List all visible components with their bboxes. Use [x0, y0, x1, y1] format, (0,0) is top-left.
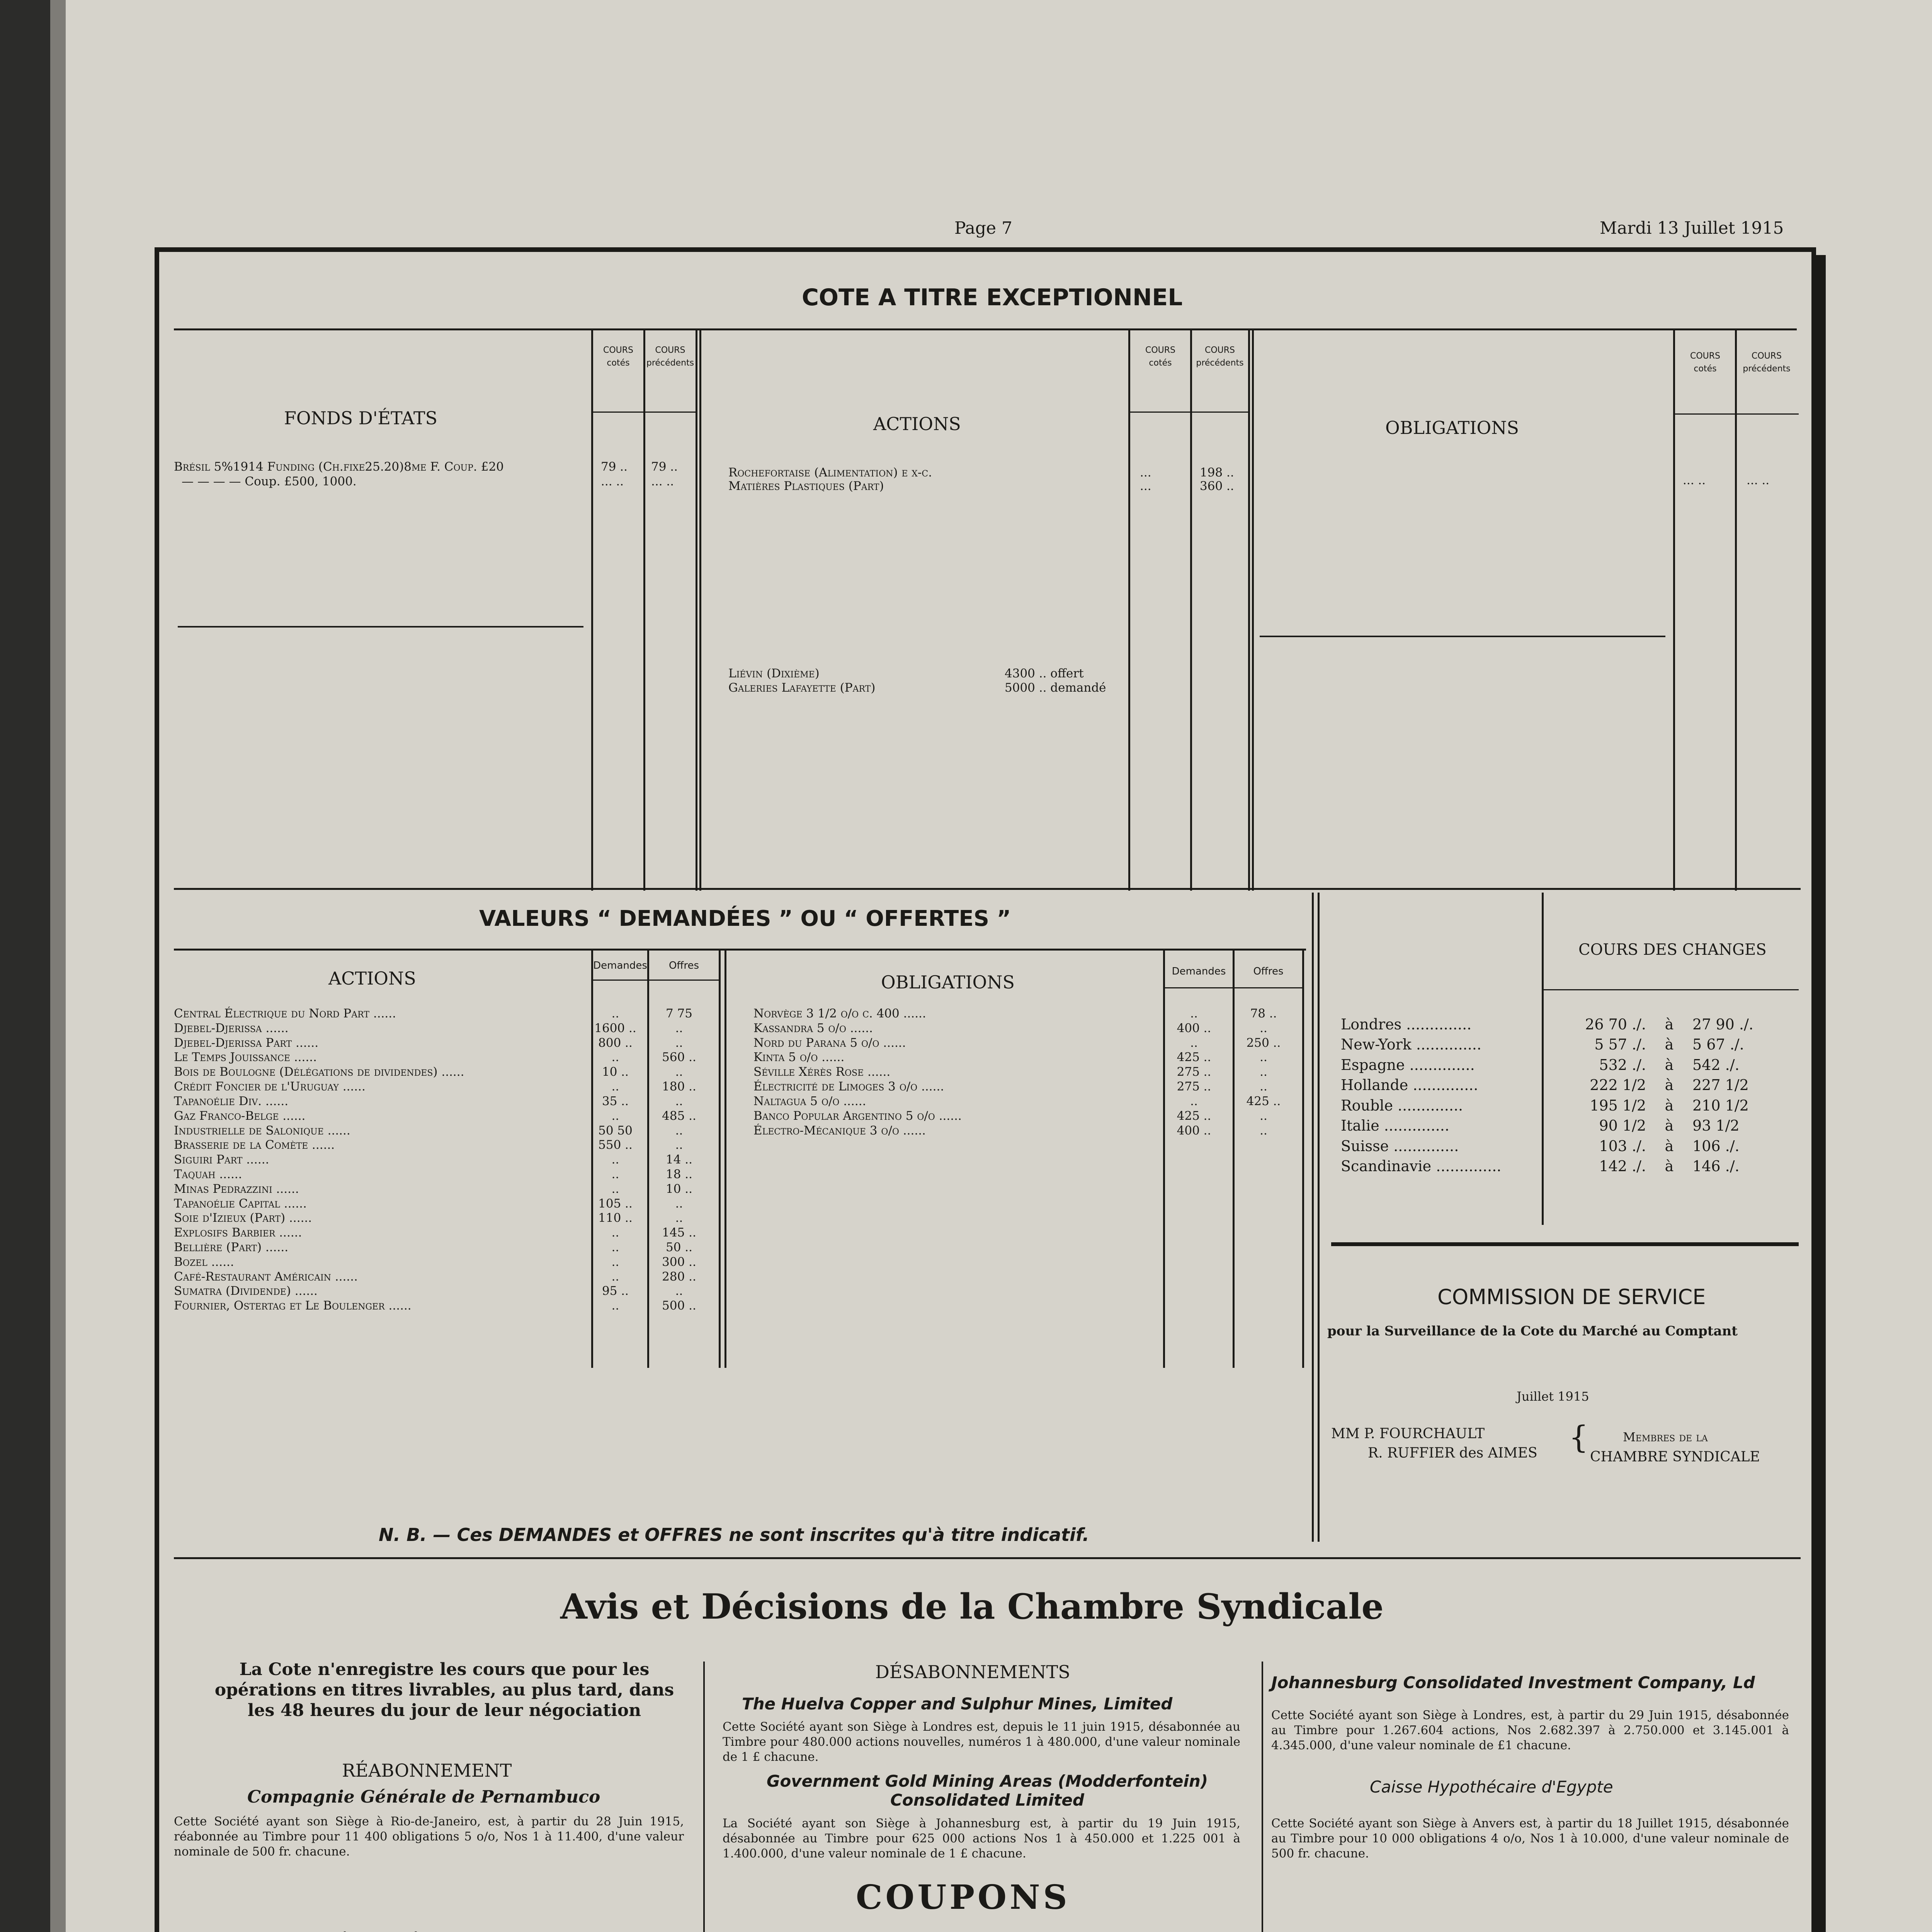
table-row	[753, 1036, 1298, 1051]
rule	[174, 1557, 1801, 1559]
table-row	[174, 1255, 715, 1270]
row-demandes: ..	[611, 1240, 619, 1254]
desab4-text: Cette Société ayant son Siège à Anvers est, à partir du 18 Juillet 1915, désabonnée au Timbre pour 10 000 obligations 4 o/o, Nos 1 à 10.000, d'une valeur nominale de 500 fr. chacune.	[1271, 1816, 1789, 1861]
row-offres: 250 ..	[1246, 1036, 1281, 1050]
changes-table	[1341, 1014, 1793, 1177]
column-rule	[643, 330, 645, 891]
row-demandes: 275 ..	[1177, 1065, 1211, 1079]
fonds-row: Brésil 5%1914 Funding (Ch.fixe25.20)8me F. Coup. £20	[174, 460, 504, 474]
change-low: 195 1/2	[1590, 1097, 1646, 1114]
column-rule	[1248, 330, 1250, 891]
change-a: à	[1665, 1056, 1674, 1073]
row-name: Kassandra 5 o/o ......	[753, 1021, 873, 1035]
change-a: à	[1665, 1077, 1674, 1094]
table-row	[174, 1065, 715, 1080]
row-demandes: ..	[611, 1007, 619, 1020]
rule	[1675, 413, 1799, 415]
row-offres: 78 ..	[1250, 1007, 1277, 1020]
change-high: 146 ./.	[1692, 1158, 1740, 1175]
scan-binding-shadow	[50, 0, 66, 1932]
row-offres: 300 ..	[662, 1255, 696, 1269]
commission-role1: Membres de la	[1623, 1430, 1708, 1444]
row-offres: ..	[675, 1196, 683, 1211]
row-name: Brasserie de la Comète ......	[174, 1138, 335, 1152]
col-cours-prec: COURS précédents	[1196, 345, 1244, 368]
fonds-prec: ... ..	[651, 474, 674, 488]
row-offres: ..	[1260, 1080, 1267, 1094]
change-row	[1341, 1156, 1793, 1176]
col-demandes: Demandes	[1172, 966, 1226, 977]
change-low: 532 ./.	[1599, 1056, 1646, 1073]
row-offres: ..	[1260, 1065, 1267, 1079]
rule	[1544, 989, 1799, 990]
obligations-cotes: ... ..	[1683, 473, 1706, 487]
change-a: à	[1665, 1158, 1674, 1175]
change-row	[1341, 1055, 1793, 1075]
fonds-cotes: 79 ..	[601, 460, 628, 474]
row-name: Taquah ......	[174, 1167, 242, 1181]
table-row	[753, 1094, 1298, 1109]
page-date: Mardi 13 Juillet 1915	[1600, 218, 1784, 238]
col-cours: COURS cotés	[1145, 345, 1176, 368]
row-demandes: 400 ..	[1177, 1021, 1211, 1035]
table-row	[174, 1080, 715, 1094]
row-name: Le Temps Jouissance ......	[174, 1050, 317, 1065]
row-demandes: 95 ..	[602, 1284, 629, 1298]
table-row	[174, 1124, 715, 1138]
row-demandes: 1600 ..	[594, 1021, 636, 1035]
change-place: Hollande ..............	[1341, 1077, 1478, 1094]
offer-row: Galeries Lafayette (Part)	[728, 681, 876, 695]
table-row	[753, 1065, 1298, 1080]
row-demandes: ..	[611, 1167, 619, 1181]
table-row	[174, 1138, 715, 1153]
row-demandes: ..	[611, 1153, 619, 1167]
scan-binding-edge	[0, 0, 50, 1932]
coupons-title: COUPONS	[856, 1878, 1070, 1917]
row-demandes: 10 ..	[602, 1065, 629, 1079]
row-offres: ..	[1260, 1123, 1267, 1138]
table-row	[174, 1036, 715, 1051]
row-name: Minas Pedrazzini ......	[174, 1182, 299, 1196]
row-offres: 425 ..	[1246, 1094, 1281, 1108]
desab1-text: Cette Société ayant son Siège à Londres est, depuis le 11 juin 1915, désabonnée au Timbre pour 480.000 actions nouvelles, numéros 1 à 480.000, d'une valeur nominale de 1 £ chacune.	[723, 1720, 1240, 1764]
change-a: à	[1665, 1137, 1674, 1155]
change-row	[1341, 1116, 1793, 1136]
column-rule	[1190, 330, 1192, 891]
column-rule	[699, 330, 701, 891]
change-high: 93 1/2	[1692, 1117, 1740, 1134]
change-place: Rouble ..............	[1341, 1097, 1463, 1114]
table-row	[174, 1284, 715, 1299]
rule	[1260, 636, 1665, 637]
table-row	[174, 1153, 715, 1167]
row-demandes: 275 ..	[1177, 1080, 1211, 1094]
row-name: Électro-Mécanique 3 o/o ......	[753, 1123, 926, 1138]
row-name: Naltagua 5 o/o ......	[753, 1094, 866, 1108]
row-name: Banco Popular Argentino 5 o/o ......	[753, 1109, 962, 1123]
table-row	[753, 1050, 1298, 1065]
row-offres: ..	[675, 1036, 683, 1050]
row-offres: 500 ..	[662, 1299, 696, 1313]
commission-member2: R. RUFFIER des AIMES	[1368, 1445, 1537, 1461]
change-high: 227 1/2	[1692, 1077, 1749, 1094]
change-low: 5 57 ./.	[1594, 1036, 1646, 1053]
column-rule	[1128, 330, 1130, 891]
change-row	[1341, 1014, 1793, 1034]
actions-prec: 360 ..	[1200, 479, 1234, 493]
table-row	[174, 1270, 715, 1284]
row-name: Siguiri Part ......	[174, 1153, 269, 1167]
row-demandes: ..	[611, 1226, 619, 1240]
row-demandes: ..	[1190, 1007, 1198, 1020]
row-demandes: 110 ..	[598, 1211, 633, 1225]
offer-row: Liévin (Dixième)	[728, 667, 820, 680]
row-demandes: ..	[611, 1050, 619, 1065]
row-name: Bozel ......	[174, 1255, 234, 1269]
rule	[593, 412, 696, 413]
row-demandes: ..	[611, 1299, 619, 1313]
change-place: New-York ..............	[1341, 1036, 1481, 1053]
desab4-company: Caisse Hypothécaire d'Egypte	[1370, 1777, 1613, 1796]
reab-company: Compagnie Générale de Pernambuco	[247, 1787, 600, 1807]
valeurs-actions-heading: ACTIONS	[328, 968, 416, 989]
actions-heading: ACTIONS	[873, 413, 961, 434]
row-offres: ..	[675, 1094, 683, 1108]
change-a: à	[1665, 1097, 1674, 1114]
col-offres: Offres	[668, 960, 699, 971]
table-row	[753, 1109, 1298, 1124]
column-rule	[703, 1662, 705, 1932]
row-offres: 18 ..	[665, 1167, 692, 1181]
row-offres: ..	[675, 1021, 683, 1035]
column-rule	[719, 951, 721, 1368]
row-offres: 7 75	[665, 1007, 693, 1020]
row-demandes: 105 ..	[598, 1196, 633, 1211]
table-row	[174, 1240, 715, 1255]
row-name: Café-Restaurant Américain ......	[174, 1269, 358, 1284]
desab-heading: DÉSABONNEMENTS	[875, 1662, 1070, 1682]
desab2-text: La Société ayant son Siège à Johannesburg est, à partir du 19 Juin 1915, désabonnée au Timbre pour 625 000 actions Nos 1 à 450.000 et 1.225 001 à 1.400.000, d'une valeur nominale de 1 £ chacune.	[723, 1816, 1240, 1861]
row-demandes: 50 50	[598, 1123, 633, 1138]
row-demandes: ..	[1190, 1036, 1198, 1050]
table-row	[174, 1109, 715, 1124]
row-offres: ..	[675, 1284, 683, 1298]
valeurs-obligations-heading: OBLIGATIONS	[881, 972, 1015, 993]
row-offres: ..	[675, 1138, 683, 1152]
table-row	[174, 1007, 715, 1021]
fonds-prec: 79 ..	[651, 460, 678, 474]
table-row	[174, 1094, 715, 1109]
table-row	[174, 1211, 715, 1226]
change-low: 103 ./.	[1599, 1137, 1646, 1155]
row-name: Explosifs Barbier ......	[174, 1226, 302, 1240]
rule	[174, 888, 1801, 890]
row-name: Nord du Parana 5 o/o ......	[753, 1036, 906, 1050]
change-row	[1341, 1075, 1793, 1095]
reab-heading: RÉABONNEMENT	[342, 1760, 512, 1781]
commission-title: COMMISSION DE SERVICE	[1437, 1285, 1706, 1309]
commission-member1: MM P. FOURCHAULT	[1331, 1426, 1485, 1442]
row-offres: 10 ..	[665, 1182, 692, 1196]
page-number: Page 7	[954, 218, 1013, 238]
row-offres: 485 ..	[662, 1109, 696, 1123]
reab-text: Cette Société ayant son Siège à Rio-de-Janeiro, est, à partir du 28 Juin 1915, réabonnée au Timbre pour 11 400 obligations 5 o/o, Nos 1 à 11.400, d'une valeur nominale de 500 fr. chacune.	[174, 1815, 684, 1859]
actions-cotes: ...	[1140, 466, 1151, 480]
table-row	[174, 1197, 715, 1211]
rule	[593, 980, 719, 981]
row-demandes: ..	[611, 1269, 619, 1284]
change-place: Suisse ..............	[1341, 1137, 1459, 1155]
table-row	[174, 1182, 715, 1197]
row-demandes: 400 ..	[1177, 1123, 1211, 1138]
avis-title: Avis et Décisions de la Chambre Syndicale	[560, 1586, 1384, 1627]
row-demandes: ..	[1190, 1094, 1198, 1108]
rule	[174, 328, 1797, 330]
column-rule	[1262, 1662, 1263, 1932]
column-rule	[1252, 330, 1254, 891]
table-row	[174, 1167, 715, 1182]
column-rule	[696, 330, 697, 891]
col-cours-prec: COURS précédents	[646, 345, 694, 368]
row-demandes: 425 ..	[1177, 1050, 1211, 1065]
row-name: Industrielle de Salonique ......	[174, 1123, 350, 1138]
column-rule	[724, 951, 726, 1368]
row-name: Tapanoélie Capital ......	[174, 1196, 307, 1211]
row-demandes: 550 ..	[598, 1138, 633, 1152]
change-high: 106 ./.	[1692, 1137, 1740, 1155]
desab3-text: Cette Société ayant son Siège à Londres, est, à partir du 29 Juin 1915, désabonnée au Timbre pour 1.267.604 actions, Nos 2.682.397 à 2.750.000 et 3.145.001 à 4.345.000, d'une valeur nominale de £1 chacune.	[1271, 1708, 1789, 1752]
row-name: Bois de Boulogne (Délégations de dividendes) ......	[174, 1065, 464, 1079]
col-cours: COURS cotés	[603, 345, 634, 368]
valeurs-title: VALEURS “ DEMANDÉES ” OU “ OFFERTES ”	[479, 906, 1011, 931]
row-name: Kinta 5 o/o ......	[753, 1050, 845, 1065]
row-name: Norvège 3 1/2 o/o c. 400 ......	[753, 1007, 926, 1020]
row-name: Central Électrique du Nord Part ......	[174, 1007, 396, 1020]
commission-subtitle: pour la Surveillance de la Cote du Marché au Comptant	[1327, 1323, 1738, 1339]
change-a: à	[1665, 1036, 1674, 1053]
change-low: 26 70 ./.	[1585, 1016, 1646, 1033]
change-low: 142 ./.	[1599, 1158, 1646, 1175]
desab2-company: Government Gold Mining Areas (Modderfontein) Consolidated Limited	[766, 1772, 1208, 1810]
exceptionnel-title: COTE A TITRE EXCEPTIONNEL	[802, 284, 1183, 311]
actions-row: Matières Plastiques (Part)	[728, 479, 884, 493]
row-name: Tapanoélie Div. ......	[174, 1094, 289, 1108]
change-high: 210 1/2	[1692, 1097, 1749, 1114]
row-name: Séville Xérès Rose ......	[753, 1065, 891, 1079]
row-name: Bellière (Part) ......	[174, 1240, 289, 1254]
change-place: Scandinavie ..............	[1341, 1158, 1502, 1175]
row-name: Crédit Foncier de l'Uruguay ......	[174, 1080, 366, 1094]
actions-cotes: ...	[1140, 479, 1151, 493]
commission-month: Juillet 1915	[1517, 1389, 1589, 1404]
row-demandes: ..	[611, 1080, 619, 1094]
change-low: 222 1/2	[1590, 1077, 1646, 1094]
row-offres: 50 ..	[665, 1240, 692, 1254]
fonds-cotes: ... ..	[601, 474, 624, 488]
row-name: Gaz Franco-Belge ......	[174, 1109, 306, 1123]
table-row	[174, 1050, 715, 1065]
row-demandes: ..	[611, 1255, 619, 1269]
rule	[1165, 987, 1302, 988]
row-offres: ..	[1260, 1050, 1267, 1065]
row-demandes: 425 ..	[1177, 1109, 1211, 1123]
row-offres: ..	[1260, 1021, 1267, 1035]
table-row	[174, 1226, 715, 1240]
valeurs-obligations-table	[753, 1007, 1298, 1138]
row-demandes: ..	[611, 1182, 619, 1196]
row-name: Sumatra (Dividende) ......	[174, 1284, 318, 1298]
obligations-prec: ... ..	[1747, 473, 1770, 487]
desab3-company: Johannesburg Consolidated Investment Company, Ld	[1271, 1673, 1755, 1692]
column-rule	[591, 330, 593, 891]
row-demandes: 800 ..	[598, 1036, 633, 1050]
change-row	[1341, 1136, 1793, 1156]
table-row	[753, 1007, 1298, 1021]
table-row	[174, 1021, 715, 1036]
column-rule	[1318, 893, 1320, 1542]
fonds-row: — — — — Coup. £500, 1000.	[182, 474, 357, 488]
rule	[1130, 412, 1248, 413]
column-rule	[1302, 951, 1304, 1368]
change-place: Londres ..............	[1341, 1016, 1472, 1033]
col-cours: COURS cotés	[1690, 351, 1721, 374]
change-row	[1341, 1034, 1793, 1054]
col-cours-prec: COURS précédents	[1743, 351, 1791, 374]
fonds-heading: FONDS D'ÉTATS	[284, 408, 438, 429]
desab1-company: The Huelva Copper and Sulphur Mines, Limited	[742, 1694, 1173, 1713]
actions-row: Rochefortaise (Alimentation) e x-c.	[728, 466, 932, 480]
change-high: 27 90 ./.	[1692, 1016, 1753, 1033]
row-name: Fournier, Ostertag et Le Boulenger ......	[174, 1299, 412, 1313]
valeurs-actions-table	[174, 1007, 715, 1313]
change-a: à	[1665, 1117, 1674, 1134]
change-a: à	[1665, 1016, 1674, 1033]
row-offres: 14 ..	[665, 1153, 692, 1167]
change-place: Italie ..............	[1341, 1117, 1449, 1134]
row-offres: 180 ..	[662, 1080, 696, 1094]
avis-intro: La Cote n'enregistre les cours que pour les opérations en titres livrables, au plus tard, dans les 48 heures du jour de leur négociation	[214, 1660, 674, 1720]
row-offres: ..	[675, 1211, 683, 1225]
commission-role2: CHAMBRE SYNDICALE	[1590, 1449, 1760, 1465]
offer-value: 4300 .. offert	[1005, 667, 1084, 680]
change-low: 90 1/2	[1599, 1117, 1646, 1134]
row-offres: ..	[1260, 1109, 1267, 1123]
rule	[178, 626, 583, 628]
row-offres: ..	[675, 1123, 683, 1138]
nb-note: N. B. — Ces DEMANDES et OFFRES ne sont inscrites qu'à titre indicatif.	[379, 1524, 1089, 1545]
row-offres: 560 ..	[662, 1050, 696, 1065]
row-offres: 280 ..	[662, 1269, 696, 1284]
column-rule	[1312, 893, 1314, 1542]
obligations-heading: OBLIGATIONS	[1385, 417, 1519, 438]
col-demandes: Demandes	[593, 960, 647, 971]
rule	[174, 949, 1306, 951]
brace: {	[1569, 1419, 1588, 1455]
rule	[1331, 1242, 1799, 1246]
change-high: 5 67 ./.	[1692, 1036, 1744, 1053]
table-row	[174, 1299, 715, 1313]
row-name: Soie d'Izieux (Part) ......	[174, 1211, 312, 1225]
col-offres: Offres	[1253, 966, 1284, 977]
table-row	[753, 1080, 1298, 1094]
change-high: 542 ./.	[1692, 1056, 1740, 1073]
row-offres: ..	[675, 1065, 683, 1079]
change-row	[1341, 1095, 1793, 1116]
frame-shadow-rule	[1816, 255, 1826, 1932]
row-name: Djebel-Djerissa ......	[174, 1021, 289, 1035]
table-row	[753, 1124, 1298, 1138]
changes-heading: COURS DES CHANGES	[1578, 941, 1767, 959]
row-name: Djebel-Djerissa Part ......	[174, 1036, 319, 1050]
actions-prec: 198 ..	[1200, 466, 1234, 480]
change-place: Espagne ..............	[1341, 1056, 1475, 1073]
offer-value: 5000 .. demandé	[1005, 681, 1106, 695]
row-offres: 145 ..	[662, 1226, 696, 1240]
row-demandes: ..	[611, 1109, 619, 1123]
row-name: Électricité de Limoges 3 o/o ......	[753, 1080, 944, 1094]
table-row	[753, 1021, 1298, 1036]
row-demandes: 35 ..	[602, 1094, 629, 1108]
